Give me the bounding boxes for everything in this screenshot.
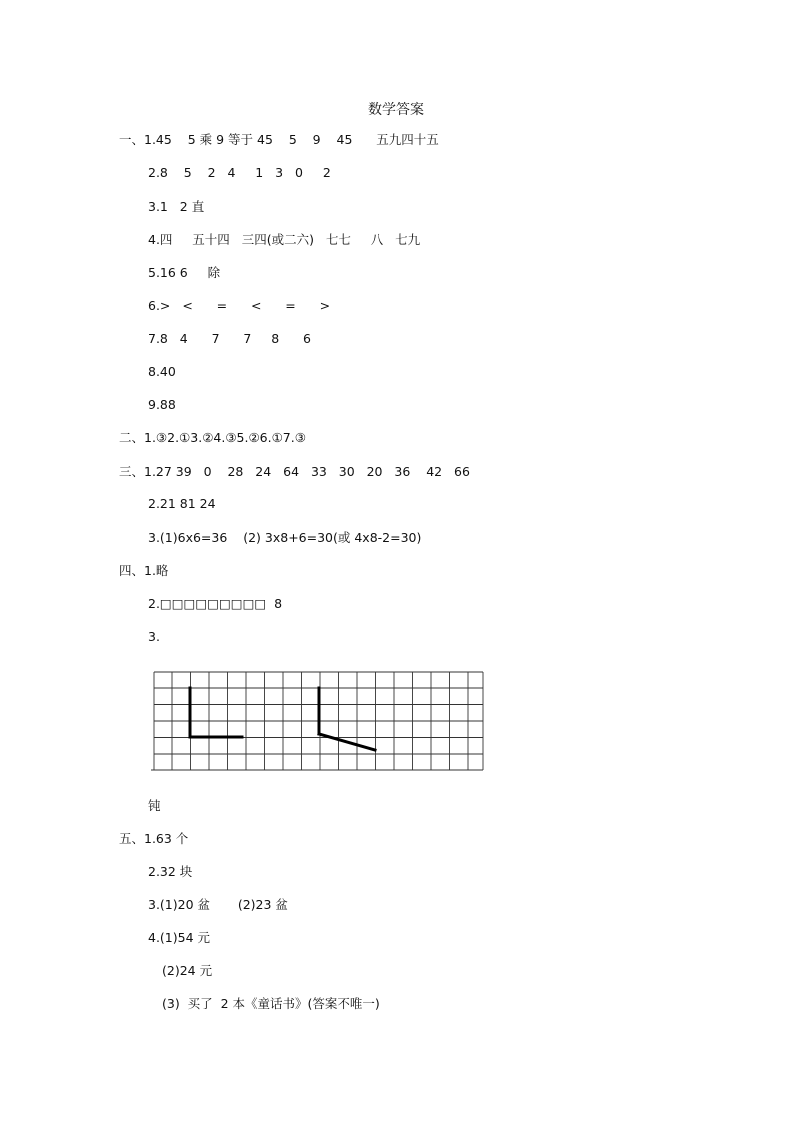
section-4-item-3-answer: 钝 [148,798,161,813]
section-1-item-1: 一、1.45 5 乘 9 等于 45 5 9 45 五九四十五 [119,132,439,147]
section-1-item-8: 8.40 [148,364,176,379]
section-5-item-1: 五、1.63 个 [119,831,189,846]
section-5-item-4-part-3: (3) 买了 2 本《童话书》(答案不唯一) [162,996,380,1011]
section-3-item-2: 2.21 81 24 [148,496,216,511]
angle-grid-figure [148,666,488,776]
section-4-item-1: 四、1.略 [119,563,169,578]
section-1-item-4: 4.四 五十四 三四(或二六) 七七 八 七九 [148,232,421,247]
section-1-item-9: 9.88 [148,397,176,412]
section-1-item-7: 7.8 4 7 7 8 6 [148,331,311,346]
section-2-answers: 二、1.③2.①3.②4.③5.②6.①7.③ [119,430,306,445]
section-4-item-3: 3. [148,629,160,644]
grid-lines [151,672,483,770]
section-3-item-1: 三、1.27 39 0 28 24 64 33 30 20 36 42 66 [119,464,470,479]
section-1-item-6: 6.> < = < = > [148,298,331,313]
section-5-item-4-part-2: (2)24 元 [162,963,213,978]
obtuse-angle-drawing [319,688,375,750]
section-4-item-2: 2.□□□□□□□□□ 8 [148,596,283,611]
section-3-item-3: 3.(1)6x6=36 (2) 3x8+6=30(或 4x8-2=30) [148,530,422,545]
section-1-item-3: 3.1 2 直 [148,199,205,214]
page-title: 数学答案 [368,102,424,118]
section-5-item-3: 3.(1)20 盆 (2)23 盆 [148,897,288,912]
section-5-item-2: 2.32 块 [148,864,193,879]
section-1-item-5: 5.16 6 除 [148,265,221,280]
section-1-item-2: 2.8 5 2 4 1 3 0 2 [148,165,331,180]
section-5-item-4-part-1: 4.(1)54 元 [148,930,211,945]
right-angle-drawing [190,688,242,737]
